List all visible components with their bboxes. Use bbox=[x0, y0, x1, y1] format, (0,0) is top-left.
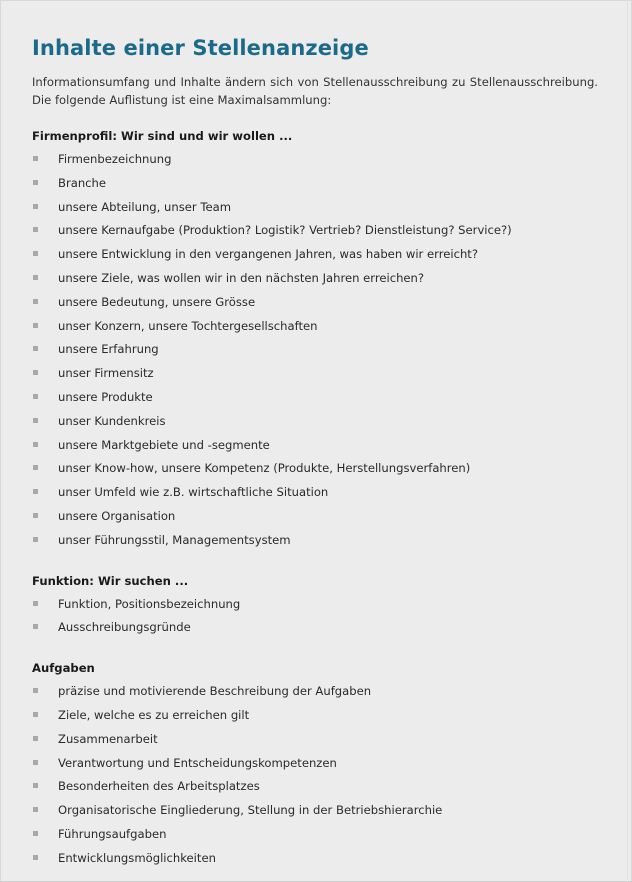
intro-line-2: Die folgende Auflistung ist eine Maximalsammlung: bbox=[32, 93, 332, 107]
list-item bbox=[32, 386, 598, 410]
square-bullet-icon bbox=[33, 624, 38, 629]
list-item bbox=[32, 680, 598, 704]
list-item bbox=[32, 616, 598, 640]
list-item bbox=[32, 481, 598, 505]
list-item-text: Organisatorische Eingliederung, Stellung in der Betriebshierarchie bbox=[58, 803, 443, 818]
page-title: Inhalte einer Stellenanzeige bbox=[32, 36, 369, 60]
intro-paragraph bbox=[32, 73, 598, 109]
list-item-text: unsere Erfahrung bbox=[58, 342, 159, 357]
square-bullet-icon bbox=[33, 783, 38, 788]
square-bullet-icon bbox=[33, 418, 38, 423]
list-item bbox=[32, 728, 598, 752]
list-item bbox=[32, 434, 598, 458]
list-item bbox=[32, 291, 598, 315]
list-item bbox=[32, 505, 598, 529]
square-bullet-icon bbox=[33, 394, 38, 399]
square-bullet-icon bbox=[33, 489, 38, 494]
list-item-text: präzise und motivierende Beschreibung der Aufgaben bbox=[58, 684, 372, 699]
square-bullet-icon bbox=[33, 760, 38, 765]
square-bullet-icon bbox=[33, 251, 38, 256]
list-item-text: unsere Organisation bbox=[58, 508, 176, 523]
sections-container bbox=[32, 128, 598, 871]
list-item-text: unser Führungsstil, Managementsystem bbox=[58, 532, 291, 547]
list-item-text: unser Firmensitz bbox=[58, 366, 154, 381]
bullet-list bbox=[32, 593, 598, 641]
list-item bbox=[32, 338, 598, 362]
list-item-text: unsere Ziele, was wollen wir in den nächsten Jahren erreichen? bbox=[58, 270, 425, 285]
list-item-text: unsere Marktgebiete und -segmente bbox=[58, 437, 270, 452]
list-item bbox=[32, 529, 598, 553]
list-item-text: unsere Entwicklung in den vergangenen Jahren, was haben wir erreicht? bbox=[58, 247, 478, 262]
list-item bbox=[32, 267, 598, 291]
list-item-text: Ausschreibungsgründe bbox=[58, 620, 191, 635]
section-2 bbox=[32, 573, 598, 641]
square-bullet-icon bbox=[33, 156, 38, 161]
list-item-text: unsere Produkte bbox=[58, 389, 153, 404]
list-item bbox=[32, 243, 598, 267]
square-bullet-icon bbox=[33, 688, 38, 693]
square-bullet-icon bbox=[33, 346, 38, 351]
list-item-text: unser Umfeld wie z.B. wirtschaftliche Situation bbox=[58, 485, 329, 500]
bullet-list bbox=[32, 148, 598, 553]
page-edge bbox=[627, 0, 628, 882]
section-heading: Funktion: Wir suchen ... bbox=[32, 573, 189, 588]
square-bullet-icon bbox=[33, 537, 38, 542]
section-3 bbox=[32, 660, 598, 870]
square-bullet-icon bbox=[33, 465, 38, 470]
square-bullet-icon bbox=[33, 442, 38, 447]
list-item bbox=[32, 704, 598, 728]
square-bullet-icon bbox=[33, 807, 38, 812]
list-item-text: unsere Kernaufgabe (Produktion? Logistik? Vertrieb? Dienstleistung? Service?) bbox=[58, 223, 512, 238]
article bbox=[32, 34, 598, 871]
square-bullet-icon bbox=[33, 204, 38, 209]
list-item bbox=[32, 799, 598, 823]
section-1 bbox=[32, 128, 598, 553]
list-item-text: Branche bbox=[58, 175, 107, 190]
list-item-text: unser Konzern, unsere Tochtergesellschaften bbox=[58, 318, 318, 333]
list-item bbox=[32, 172, 598, 196]
square-bullet-icon bbox=[33, 323, 38, 328]
list-item-text: unser Kundenkreis bbox=[58, 413, 166, 428]
list-item-text: Entwicklungsmöglichkeiten bbox=[58, 850, 216, 865]
list-item-text: unsere Bedeutung, unsere Grösse bbox=[58, 294, 256, 309]
list-item-text: unser Know-how, unsere Kompetenz (Produkte, Herstellungsverfahren) bbox=[58, 461, 471, 476]
list-item-text: Verantwortung und Entscheidungskompetenzen bbox=[58, 755, 337, 770]
list-item bbox=[32, 410, 598, 434]
list-item bbox=[32, 315, 598, 339]
list-item-text: Zusammenarbeit bbox=[58, 731, 158, 746]
list-item bbox=[32, 775, 598, 799]
bullet-list bbox=[32, 680, 598, 870]
square-bullet-icon bbox=[33, 831, 38, 836]
list-item-text: Ziele, welche es zu erreichen gilt bbox=[58, 707, 250, 722]
list-item bbox=[32, 593, 598, 617]
list-item bbox=[32, 752, 598, 776]
list-item bbox=[32, 219, 598, 243]
list-item-text: unsere Abteilung, unser Team bbox=[58, 199, 231, 214]
square-bullet-icon bbox=[33, 855, 38, 860]
list-item bbox=[32, 823, 598, 847]
list-item-text: Firmenbezeichnung bbox=[58, 152, 172, 166]
square-bullet-icon bbox=[33, 712, 38, 717]
list-item bbox=[32, 457, 598, 481]
list-item-text: Führungsaufgaben bbox=[58, 826, 167, 841]
list-item bbox=[32, 148, 598, 172]
square-bullet-icon bbox=[33, 227, 38, 232]
list-item bbox=[32, 362, 598, 386]
list-item-text: Besonderheiten des Arbeitsplatzes bbox=[58, 779, 260, 794]
square-bullet-icon bbox=[33, 275, 38, 280]
intro-line-1: Informationsumfang und Inhalte ändern sich von Stellenausschreibung zu Stellenausschreibung. bbox=[32, 75, 598, 89]
square-bullet-icon bbox=[33, 601, 38, 606]
square-bullet-icon bbox=[33, 180, 38, 185]
square-bullet-icon bbox=[33, 370, 38, 375]
list-item bbox=[32, 196, 598, 220]
square-bullet-icon bbox=[33, 299, 38, 304]
section-heading: Aufgaben bbox=[32, 661, 95, 676]
list-item-text: Funktion, Positionsbezeichnung bbox=[58, 596, 241, 611]
section-heading: Firmenprofil: Wir sind und wir wollen ... bbox=[32, 129, 293, 143]
square-bullet-icon bbox=[33, 513, 38, 518]
square-bullet-icon bbox=[33, 736, 38, 741]
list-item bbox=[32, 847, 598, 871]
